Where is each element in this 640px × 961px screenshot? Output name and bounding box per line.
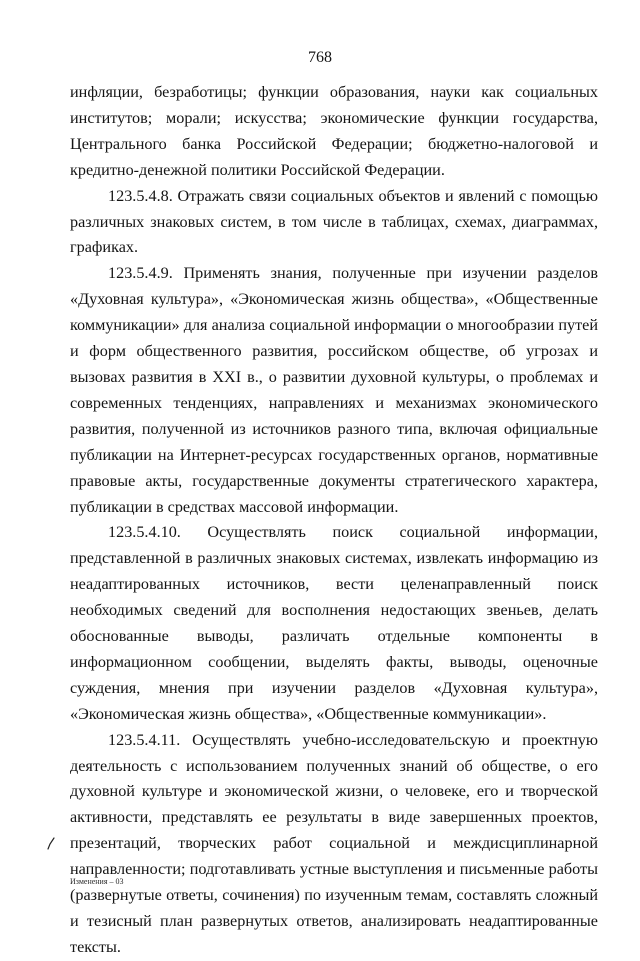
paragraph-continuation: инфляции, безработицы; функции образования, науки как социальных институтов; морали; искусства; экономические функции государства, Центрального банка Российской Федерации; бюджетно-налоговой и кредитно-денежной политики Российской Федерации. xyxy=(70,83,598,179)
paragraph-item-123-5-4-9: 123.5.4.9. Применять знания, полученные при изучении разделов «Духовная культура», «Экономическая жизнь общества», «Общественные коммуникации» для анализа социальной информации о многообразии путей и форм общественного развития, российском обществе, об угрозах и вызовах развития в XXI в., о развитии духовной культуры, о проблемах и современных тенденциях, направлениях и механизмах экономического развития, полученной из источников разного типа, включая официальные публикации на Интернет-ресурсах государственных органов, нормативные правовые акты, государственные документы стратегического характера, публикации в средствах массовой информации. xyxy=(70,264,598,516)
footer-note: Изменения – 03 xyxy=(70,877,124,886)
page-number: 768 xyxy=(308,49,332,66)
pen-mark-icon xyxy=(46,836,56,850)
paragraph-item-123-5-4-11: 123.5.4.11. Осуществлять учебно-исследовательскую и проектную деятельность с использованием полученных знаний об обществе, о его духовной культуре и экономической жизни, о человеке, его и творческой активности, представлять ее результаты в виде завершенных проектов, презентаций, творческих работ социальной и междисциплинарной направленности; подготавливать устные выступления и письменные работы (развернутые ответы, сочинения) по изученным темам, составлять сложный и тезисный план развернутых ответов, анализировать неадаптированные тексты. xyxy=(70,730,598,956)
paragraph-item-123-5-4-10: 123.5.4.10. Осуществлять поиск социальной информации, представленной в различных знаковых системах, извлекать информацию из неадаптированных источников, вести целенаправленный поиск необходимых сведений для восполнения недостающих звеньев, делать обоснованные выводы, различать отдельные компоненты в информационном сообщении, выделять факты, выводы, оценочные суждения, мнения при изучении разделов «Духовная культура», «Экономическая жизнь общества», «Общественные коммуникации». xyxy=(70,523,598,723)
paragraph-item-123-5-4-8: 123.5.4.8. Отражать связи социальных объектов и явлений с помощью различных знаковых систем, в том числе в таблицах, схемах, диаграммах, графиках. xyxy=(70,186,598,257)
body-text xyxy=(70,80,598,961)
